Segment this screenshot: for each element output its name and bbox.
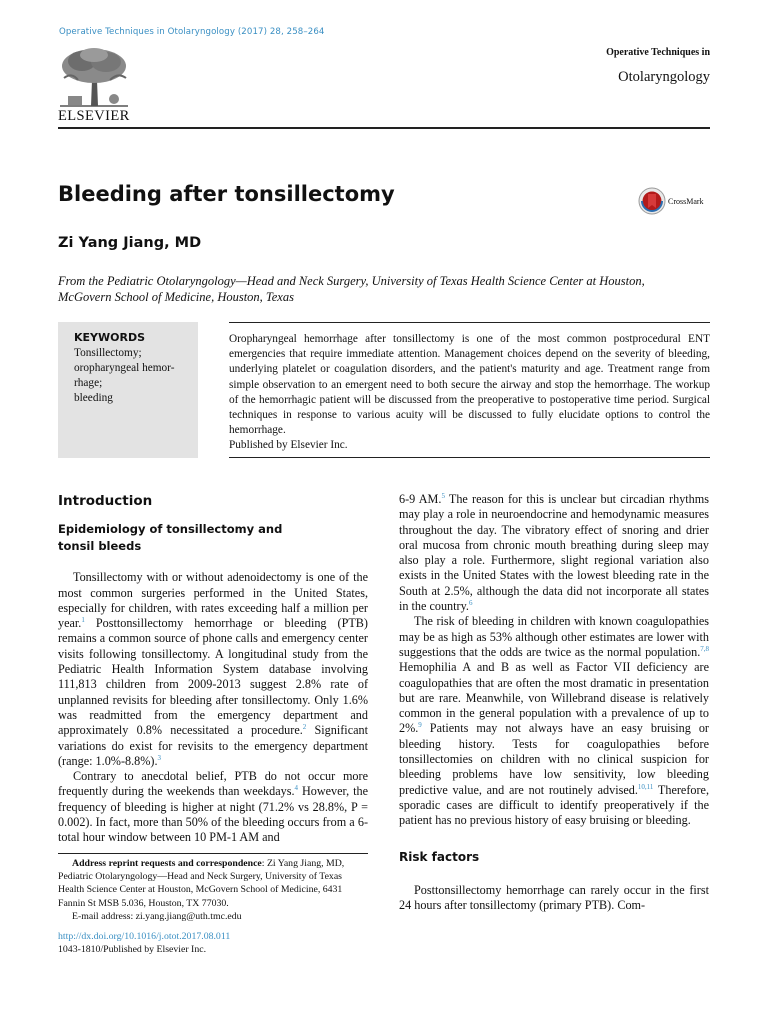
citation-link[interactable]: 10,11 [637, 782, 654, 791]
abstract-top-rule [229, 322, 710, 323]
author-name: Zi Yang Jiang, MD [58, 235, 202, 251]
abstract-publisher-note: Published by Elsevier Inc. [229, 439, 348, 452]
subsection-heading-epidemiology: Epidemiology of tonsillectomy and tonsil bleeds [58, 522, 283, 553]
abstract-text: Oropharyngeal hemorrhage after tonsillectomy is one of the most common postprocedural ENT emergencies that require immediate attention. Management choices depend on the severity of bleeding, underlying platelet or coagulation disorders, and the patient's maturity and age. Treatment range from simple observation to an emergent need to both secure the airway and stop the hemorrhage. The workup of the hemorrhagic patient will be discussed from the preoperative to postoperative time period. Surgical techniques in response to various acuity will be discussed to fully elucidate options to control the hemorrhage. [229, 333, 710, 437]
journal-name: Otolaryngology [618, 69, 710, 85]
citation-link[interactable]: 5 [441, 491, 445, 500]
correspondence-label: Address reprint requests and correspondence [72, 858, 262, 869]
keyword-item: bleeding [74, 392, 113, 404]
keywords-list [74, 346, 194, 406]
keyword-item: rhage; [74, 377, 103, 389]
paragraph: Tonsillectomy with or without adenoidectomy is one of the most common surgeries performed in the United States, especially for children, with rates exceeding half a million per year.$^1$ Posttonsillectomy hemorrhage or bleeding (PTB) remains a common source of phone calls and emergency center visits following tonsillectomy. A longitudinal study from the Pediatric Health Information System database involving 111,813 children from 2009-2013 suggest 2.8% rate of unplanned revisits for bleeding after tonsillectomy. Only 1.6% was readmitted from the emergency department and approximately 0.8% necessitated a procedure.$^2$ Significant variations do exist for revisits to the emergency department (range: 1.0%-8.8%).$^3$ [58, 570, 368, 768]
crossmark-label[interactable]: CrossMark [668, 197, 704, 206]
section-heading-introduction: Introduction [58, 493, 153, 509]
abstract-bottom-rule [229, 457, 710, 458]
footnote-divider [58, 853, 368, 854]
body-column-left [58, 492, 368, 846]
publisher-name: ELSEVIER [58, 108, 130, 124]
keyword-item: Tonsillectomy; [74, 347, 142, 359]
body-column-right [399, 492, 709, 913]
journal-name-small: Operative Techniques in [606, 47, 710, 58]
keywords-title: KEYWORDS [74, 331, 146, 344]
citation-link[interactable]: 1 [81, 616, 85, 625]
doi-link[interactable]: http://dx.doi.org/10.1016/j.otot.2017.08.011 [58, 931, 231, 942]
section-heading-risk-factors: Risk factors [399, 849, 480, 864]
elsevier-tree-logo [58, 46, 130, 108]
author-affiliation: From the Pediatric Otolaryngology—Head and Neck Surgery, University of Texas Health Science Center at Houston, McGovern School of Medicine, Houston, Texas [58, 274, 645, 304]
citation-link[interactable]: 6 [468, 599, 473, 608]
citation-link[interactable]: 4 [294, 784, 299, 793]
paragraph: Contrary to anecdotal belief, PTB do not occur more frequently during the weekends than weekdays.$^4$ However, the frequency of bleeding is higher at night (71.2% vs 28.8%, P = 0.002). In fact, more than 50% of the bleeding occurs from a 6-total hour window between 10 PM-1 AM and [58, 769, 368, 845]
journal-citation-link[interactable]: Operative Techniques in Otolaryngology (2017) 28, 258–264 [59, 27, 325, 37]
article-title: Bleeding after tonsillectomy [58, 182, 395, 206]
header-divider [58, 127, 710, 129]
correspondence-footnote [58, 857, 368, 923]
citation-link[interactable]: 3 [157, 753, 161, 762]
citation-link[interactable]: 2 [302, 723, 307, 732]
paragraph: The risk of bleeding in children with known coagulopathies may be as high as 53% although other estimates are lower with suggestions that the odds are twice as the normal population.$^{7,8}$ Hemophilia A and B as well as Factor VII deficiency are coagulopathies that are often the most dramatic in presentation but are rare. Meanwhile, von Willebrand disease is relatively common in the general population with a prevalence of up to 2%.$^9$ Patients may not always have an easy bruising or bleeding history. Tests for coagulopathies before tonsillectomies on children with no clinical suspicion for bleeding problems have low sensitivity, low bleeding predictive value, and are not routinely advised.$^{10,11}$ Therefore, sporadic cases are difficult to identify preoperatively if the patient has no previous history of easy bruising or bleeding. [399, 614, 709, 828]
email-address[interactable]: E-mail address: zi.yang.jiang@uth.tmc.edu [72, 910, 242, 922]
correspondence-address: : Zi Yang Jiang, MD, Pediatric Otolaryngology—Head and Neck Surgery, University of Texas Health Science Center at Houston, McGovern School of Medicine, 6431 Fannin St MSB 5.036, Houston, TX 77030. [58, 858, 345, 909]
paragraph: Posttonsillectomy hemorrhage can rarely occur in the first 24 hours after tonsillectomy (primary PTB). Com- [399, 882, 709, 913]
abstract [229, 332, 710, 454]
keyword-item: oropharyngeal hemor- [74, 362, 175, 374]
crossmark-icon[interactable] [638, 187, 666, 215]
citation-link[interactable]: 9 [418, 721, 422, 730]
citation-link[interactable]: 7,8 [700, 644, 709, 653]
paragraph: 6-9 AM.$^5$ The reason for this is unclear but circadian rhythms may play a role in neuroendocrine and hemodynamic measures throughout the day. The vibratory effect of snoring and drier oral mucosa from chronic mouth breathing during sleep may also play a role. Furthermore, slight regional variation also exists in the United States with the lowest bleeding rate in the South at 2.5%, although the data did not incorporate all states in the country.$^6$ [399, 491, 709, 614]
issn-line: 1043-1810/Published by Elsevier Inc. [58, 944, 207, 955]
